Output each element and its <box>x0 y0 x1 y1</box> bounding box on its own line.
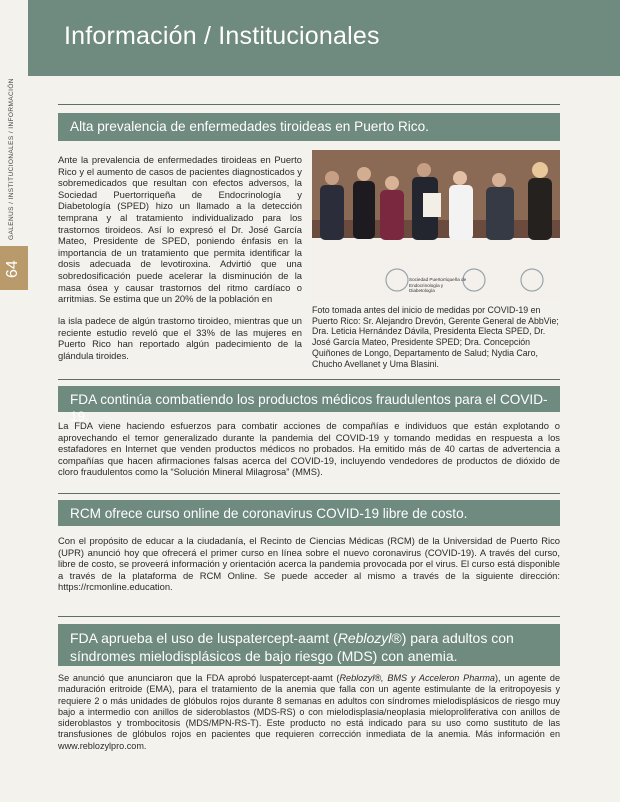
section-divider <box>58 104 560 105</box>
article-fda-fraud-body: La FDA viene haciendo esfuerzos para combatir acciones de compañías e individuos que están explotando o aprovechando el temor generalizado durante la pandemia del COVID-19 y tomando medidas en respuesta a los estafadores en Internet que venden productos médicos no probados. Ha emitido más de 40 cartas de advertencia a compañías que hacen afirmaciones falsas acerca del COVID-19, incluyendo vendedores de productos de dióxido de cloro fraudulentos como la “Solución Mineral Milagrosa” (MMS). <box>58 420 560 478</box>
page-number: 64 <box>4 260 21 278</box>
banner-text: Sociedad Puertorriqueña de Endocrinología y Diabetología <box>409 277 467 293</box>
section-heading-fda-fraud: FDA continúa combatiendo los productos médicos fraudulentos para el COVID-19. <box>58 386 560 412</box>
section-heading-thyroid: Alta prevalencia de enfermedades tiroideas en Puerto Rico. <box>58 113 560 141</box>
article-thyroid-body-1: Ante la prevalencia de enfermedades tiroideas en Puerto Rico y el aumento de casos de pacientes diagnosticados y sobremedicados que resultan con efectos adversos, la Sociedad Puertorriqueña de Endocrinología y Diabetología (SPED) hizo un llamado a la detección temprana y al tratamiento individualizado para los trastornos tiroideos. Así lo expresó el Dr. José García Mateo, Presidente de SPED, poniendo énfasis en la importancia de un tratamiento que permita identificar la dosis adecuada de levotiroxina. Advirtió que una sobredosificación puede acelerar la disminución de la masa ósea y causar trastornos del ritmo cardíaco o arritmias. Se estima que un 20% de la población en <box>58 154 302 305</box>
heading-text-italic: Reblozyl <box>337 630 392 646</box>
page-title: Información / Institucionales <box>64 22 380 50</box>
section-heading-rcm-course: RCM ofrece curso online de coronavirus COVID-19 libre de costo. <box>58 500 560 526</box>
section-heading-reblozyl <box>58 624 560 666</box>
section-divider <box>58 616 560 617</box>
body-text-post: ), un agente de maduración eritroide (EMA), para el tratamiento de la anemia que falla con un agente estimulante de la eritropoyesis y requiere 2 o más unidades de glóbulos rojos durante 8 semanas en adultos con síndromes mielodisplásicos de riesgo muy bajo a intermedio con anillos de sideroblastos (MDS-RS) o con mielodisplasia/neoplasia mieloproliferativa con anillos de sideroblastos y trombocitosis (MDS/MPN-RS-T). Este producto no está indicado para su uso como sustituto de las transfusiones de glóbulos rojos en pacientes que requieren corrección inmediata de la anemia. Más información en www.reblozylpro.com. <box>58 673 560 751</box>
photo-caption: Foto tomada antes del inicio de medidas por COVID-19 en Puerto Rico: Sr. Alejandro Drevón, Gerente General de AbbVie; Dra. Leticia Hernández Dávila, Presidenta Electa SPED, Dr. José García Mateo, Presidente SPED; Dra. Concepción Quiñones de Longo, Departamento de Salud; Nydia Caro, Chucho Avellanet y Uma Blasini. <box>312 305 559 369</box>
article-reblozyl-body <box>58 673 560 752</box>
heading-text-pre: FDA aprueba el uso de luspatercept-aamt ( <box>70 630 338 646</box>
running-section-label: GALENUS / INSTITUCIONALES / INFORMACIÓN <box>8 78 15 240</box>
heading-text-post: ®) para adultos con síndromes mielodisplásicos de bajo riesgo (MDS) con anemia. <box>70 630 514 664</box>
section-divider <box>58 493 560 494</box>
body-text-italic: Reblozyl®, BMS y Acceleron Pharma <box>339 673 495 683</box>
body-text-pre: Se anunció que anunciaron que la FDA aprobó luspatercept-aamt ( <box>58 673 340 683</box>
header-band <box>28 0 620 76</box>
article-thyroid-body-2: la isla padece de algún trastorno tiroideo, mientras que un reciente estudio reveló que el 33% de las mujeres en Puerto Rico han reportado algún padecimiento de la glándula tiroides. <box>58 315 302 361</box>
article-rcm-course-body: Con el propósito de educar a la ciudadanía, el Recinto de Ciencias Médicas (RCM) de la Universidad de Puerto Rico (UPR) anunció hoy que ofrecerá el primer curso en línea sobre el nuevo coronavirus (COVID-19). A través del curso, libre de costo, se proveerá información y orientación acerca la pandemia provocada por el virus. El curso está disponible a través de la plataforma de RCM Online. Se puede acceder al mismo a través de la siguiente dirección: https://rcmonline.education. <box>58 535 560 593</box>
section-divider <box>58 379 560 380</box>
group-photo <box>312 150 560 301</box>
